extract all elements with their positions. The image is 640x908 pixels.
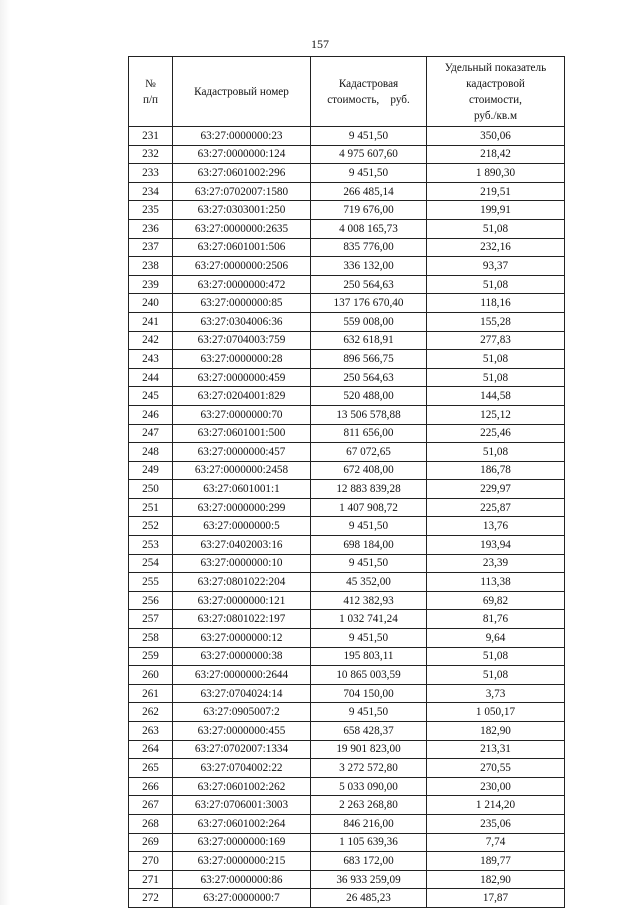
cell-row-number: 252 [129,517,173,536]
cell-row-number: 236 [129,219,173,238]
table-row [129,796,565,815]
cell-specific-indicator: 93,37 [427,257,565,276]
cell-cadastral-value: 12 883 839,28 [311,480,427,499]
table-row [129,461,565,480]
cell-cadastral-value: 559 008,00 [311,312,427,331]
cell-cadastral-value: 520 488,00 [311,387,427,406]
cell-specific-indicator: 23,39 [427,554,565,573]
cell-cadastral-value: 1 032 741,24 [311,610,427,629]
cell-specific-indicator: 1 214,20 [427,796,565,815]
header-text: п/п [142,93,159,106]
cell-cadastral-value: 10 865 003,59 [311,666,427,685]
cell-cadastral-number: 63:27:0702007:1580 [173,182,311,201]
cell-cadastral-value: 9 451,50 [311,629,427,648]
cell-cadastral-number: 63:27:0905007:2 [173,703,311,722]
cell-cadastral-number: 63:27:0000000:86 [173,870,311,889]
cell-specific-indicator: 155,28 [427,312,565,331]
cell-row-number: 249 [129,461,173,480]
cell-cadastral-value: 672 408,00 [311,461,427,480]
cell-row-number: 264 [129,740,173,759]
cell-specific-indicator: 350,06 [427,127,565,146]
cell-specific-indicator: 17,87 [427,889,565,908]
header-specific-indicator [427,57,565,127]
cell-row-number: 254 [129,554,173,573]
table-row [129,833,565,852]
cell-row-number: 232 [129,145,173,164]
cell-cadastral-value: 846 216,00 [311,814,427,833]
cell-specific-indicator: 230,00 [427,777,565,796]
cell-cadastral-value: 4 008 165,73 [311,219,427,238]
cell-row-number: 235 [129,201,173,220]
cell-specific-indicator: 51,08 [427,647,565,666]
cell-row-number: 233 [129,164,173,183]
header-text: кадастровой [466,77,525,90]
cell-cadastral-value: 26 485,23 [311,889,427,908]
cell-cadastral-number: 63:27:0000000:2635 [173,219,311,238]
header-text: стоимости, [469,93,522,106]
header-cadastral-value [311,57,427,127]
page-number: 157 [311,37,329,51]
table-row [129,182,565,201]
cell-row-number: 244 [129,368,173,387]
cell-specific-indicator: 225,87 [427,498,565,517]
cell-row-number: 263 [129,722,173,741]
cell-specific-indicator: 232,16 [427,238,565,257]
cell-cadastral-value: 9 451,50 [311,703,427,722]
cell-cadastral-number: 63:27:0000000:70 [173,405,311,424]
cell-specific-indicator: 186,78 [427,461,565,480]
cell-cadastral-number: 63:27:0000000:472 [173,275,311,294]
table-row [129,814,565,833]
table-row [129,629,565,648]
cell-row-number: 245 [129,387,173,406]
cell-row-number: 240 [129,294,173,313]
cell-cadastral-number: 63:27:0000000:459 [173,368,311,387]
cell-row-number: 265 [129,759,173,778]
cell-cadastral-value: 9 451,50 [311,164,427,183]
cell-specific-indicator: 277,83 [427,331,565,350]
table-row [129,312,565,331]
table-row [129,759,565,778]
cell-specific-indicator: 81,76 [427,610,565,629]
cell-cadastral-number: 63:27:0000000:12 [173,629,311,648]
cell-row-number: 243 [129,350,173,369]
cell-specific-indicator: 3,73 [427,684,565,703]
cell-cadastral-value: 896 566,75 [311,350,427,369]
cell-row-number: 256 [129,591,173,610]
cell-cadastral-number: 63:27:0000000:85 [173,294,311,313]
cell-cadastral-value: 683 172,00 [311,852,427,871]
cell-cadastral-value: 45 352,00 [311,573,427,592]
cell-cadastral-value: 4 975 607,60 [311,145,427,164]
cell-cadastral-value: 195 803,11 [311,647,427,666]
cell-cadastral-value: 13 506 578,88 [311,405,427,424]
cell-specific-indicator: 235,06 [427,814,565,833]
table-row [129,257,565,276]
table-row [129,275,565,294]
header-text: Удельный показатель [444,61,547,74]
cell-cadastral-value: 811 656,00 [311,424,427,443]
table-row [129,647,565,666]
cell-cadastral-value: 250 564,63 [311,368,427,387]
cell-cadastral-value: 719 676,00 [311,201,427,220]
cell-row-number: 253 [129,536,173,555]
cell-specific-indicator: 1 050,17 [427,703,565,722]
cell-specific-indicator: 213,31 [427,740,565,759]
cell-cadastral-value: 9 451,50 [311,127,427,146]
header-text: № [145,77,156,90]
cell-cadastral-number: 63:27:0000000:124 [173,145,311,164]
cell-cadastral-value: 704 150,00 [311,684,427,703]
table-header-row [129,57,565,127]
header-cadastral-number [173,57,311,127]
cell-specific-indicator: 182,90 [427,722,565,741]
cell-specific-indicator: 182,90 [427,870,565,889]
cell-cadastral-value: 698 184,00 [311,536,427,555]
cell-cadastral-number: 63:27:0000000:7 [173,889,311,908]
cell-cadastral-value: 2 263 268,80 [311,796,427,815]
table-row [129,219,565,238]
header-text: руб./кв.м [473,109,518,122]
cell-cadastral-value: 9 451,50 [311,517,427,536]
cell-cadastral-value: 137 176 670,40 [311,294,427,313]
table-row [129,536,565,555]
cell-row-number: 257 [129,610,173,629]
cell-specific-indicator: 51,08 [427,443,565,462]
table-row [129,405,565,424]
cell-cadastral-number: 63:27:0704024:14 [173,684,311,703]
table-row [129,777,565,796]
table-row [129,331,565,350]
cell-cadastral-value: 36 933 259,09 [311,870,427,889]
cell-cadastral-value: 632 618,91 [311,331,427,350]
cell-specific-indicator: 51,08 [427,275,565,294]
cell-cadastral-number: 63:27:0000000:2506 [173,257,311,276]
cell-specific-indicator: 9,64 [427,629,565,648]
cell-specific-indicator: 199,91 [427,201,565,220]
table-row [129,722,565,741]
cell-specific-indicator: 51,08 [427,666,565,685]
cell-cadastral-number: 63:27:0304006:36 [173,312,311,331]
table-row [129,350,565,369]
cell-specific-indicator: 113,38 [427,573,565,592]
cell-cadastral-number: 63:27:0601001:500 [173,424,311,443]
cell-row-number: 241 [129,312,173,331]
header-text: стоимость, руб. [327,93,410,106]
cell-row-number: 258 [129,629,173,648]
cell-row-number: 238 [129,257,173,276]
cell-cadastral-number: 63:27:0204001:829 [173,387,311,406]
cell-cadastral-number: 63:27:0000000:2644 [173,666,311,685]
table-row [129,740,565,759]
cell-cadastral-value: 19 901 823,00 [311,740,427,759]
cell-row-number: 247 [129,424,173,443]
cell-specific-indicator: 270,55 [427,759,565,778]
table-row [129,666,565,685]
cell-cadastral-value: 250 564,63 [311,275,427,294]
cell-specific-indicator: 51,08 [427,350,565,369]
table-row [129,443,565,462]
table-row [129,684,565,703]
cell-cadastral-number: 63:27:0601002:296 [173,164,311,183]
cell-row-number: 268 [129,814,173,833]
cell-cadastral-number: 63:27:0000000:10 [173,554,311,573]
cell-cadastral-value: 1 105 639,36 [311,833,427,852]
table-row [129,554,565,573]
cell-cadastral-value: 336 132,00 [311,257,427,276]
cell-cadastral-number: 63:27:0801022:197 [173,610,311,629]
cell-cadastral-number: 63:27:0801022:204 [173,573,311,592]
cell-specific-indicator: 118,16 [427,294,565,313]
cell-row-number: 250 [129,480,173,499]
cell-cadastral-number: 63:27:0704002:22 [173,759,311,778]
cell-cadastral-number: 63:27:0601002:264 [173,814,311,833]
cell-cadastral-number: 63:27:0601001:506 [173,238,311,257]
table-row [129,703,565,722]
cell-cadastral-number: 63:27:0000000:5 [173,517,311,536]
cell-row-number: 270 [129,852,173,871]
cell-cadastral-number: 63:27:0000000:169 [173,833,311,852]
cell-row-number: 237 [129,238,173,257]
cell-row-number: 242 [129,331,173,350]
cell-specific-indicator: 1 890,30 [427,164,565,183]
cell-specific-indicator: 193,94 [427,536,565,555]
cell-specific-indicator: 51,08 [427,219,565,238]
cell-row-number: 239 [129,275,173,294]
cell-cadastral-value: 1 407 908,72 [311,498,427,517]
table-row [129,127,565,146]
cell-specific-indicator: 69,82 [427,591,565,610]
page-edge-shadow [0,0,10,905]
cell-row-number: 262 [129,703,173,722]
cell-cadastral-number: 63:27:0402003:16 [173,536,311,555]
cell-cadastral-number: 63:27:0000000:28 [173,350,311,369]
cell-row-number: 267 [129,796,173,815]
cell-cadastral-value: 9 451,50 [311,554,427,573]
cell-row-number: 261 [129,684,173,703]
cell-cadastral-value: 835 776,00 [311,238,427,257]
table-row [129,387,565,406]
table-row [129,610,565,629]
table-row [129,480,565,499]
cell-specific-indicator: 189,77 [427,852,565,871]
cell-cadastral-number: 63:27:0601001:1 [173,480,311,499]
table-row [129,164,565,183]
table-row [129,852,565,871]
cell-specific-indicator: 144,58 [427,387,565,406]
cell-cadastral-number: 63:27:0000000:215 [173,852,311,871]
table-row [129,368,565,387]
cadastral-value-table [128,56,565,908]
header-row-number [129,57,173,127]
cell-cadastral-number: 63:27:0704003:759 [173,331,311,350]
cell-cadastral-value: 3 272 572,80 [311,759,427,778]
cell-cadastral-number: 63:27:0702007:1334 [173,740,311,759]
table-row [129,498,565,517]
cell-cadastral-number: 63:27:0000000:121 [173,591,311,610]
cell-cadastral-number: 63:27:0000000:299 [173,498,311,517]
cell-cadastral-value: 412 382,93 [311,591,427,610]
cell-row-number: 272 [129,889,173,908]
table-row [129,573,565,592]
cell-cadastral-number: 63:27:0601002:262 [173,777,311,796]
cell-specific-indicator: 218,42 [427,145,565,164]
cell-cadastral-number: 63:27:0000000:38 [173,647,311,666]
cell-row-number: 269 [129,833,173,852]
cell-cadastral-value: 5 033 090,00 [311,777,427,796]
cell-row-number: 248 [129,443,173,462]
cell-cadastral-number: 63:27:0000000:23 [173,127,311,146]
table-row [129,201,565,220]
cell-row-number: 259 [129,647,173,666]
cell-row-number: 246 [129,405,173,424]
cell-row-number: 266 [129,777,173,796]
table-row [129,517,565,536]
cell-row-number: 231 [129,127,173,146]
cell-cadastral-number: 63:27:0303001:250 [173,201,311,220]
cell-cadastral-number: 63:27:0000000:2458 [173,461,311,480]
cell-cadastral-value: 67 072,65 [311,443,427,462]
cell-cadastral-value: 658 428,37 [311,722,427,741]
cell-specific-indicator: 51,08 [427,368,565,387]
cell-cadastral-number: 63:27:0706001:3003 [173,796,311,815]
cell-row-number: 271 [129,870,173,889]
table-row [129,591,565,610]
cell-specific-indicator: 13,76 [427,517,565,536]
cell-cadastral-number: 63:27:0000000:457 [173,443,311,462]
cell-row-number: 251 [129,498,173,517]
cell-row-number: 255 [129,573,173,592]
cell-specific-indicator: 7,74 [427,833,565,852]
table-row [129,294,565,313]
table-row [129,870,565,889]
header-text: Кадастровая [338,77,399,90]
cell-cadastral-number: 63:27:0000000:455 [173,722,311,741]
cell-specific-indicator: 125,12 [427,405,565,424]
cell-row-number: 234 [129,182,173,201]
table-row [129,424,565,443]
cell-row-number: 260 [129,666,173,685]
table-row [129,145,565,164]
cell-specific-indicator: 225,46 [427,424,565,443]
cell-specific-indicator: 219,51 [427,182,565,201]
cell-cadastral-value: 266 485,14 [311,182,427,201]
header-text: Кадастровый номер [194,85,289,98]
table-body [129,127,565,908]
cell-specific-indicator: 229,97 [427,480,565,499]
table-row [129,238,565,257]
